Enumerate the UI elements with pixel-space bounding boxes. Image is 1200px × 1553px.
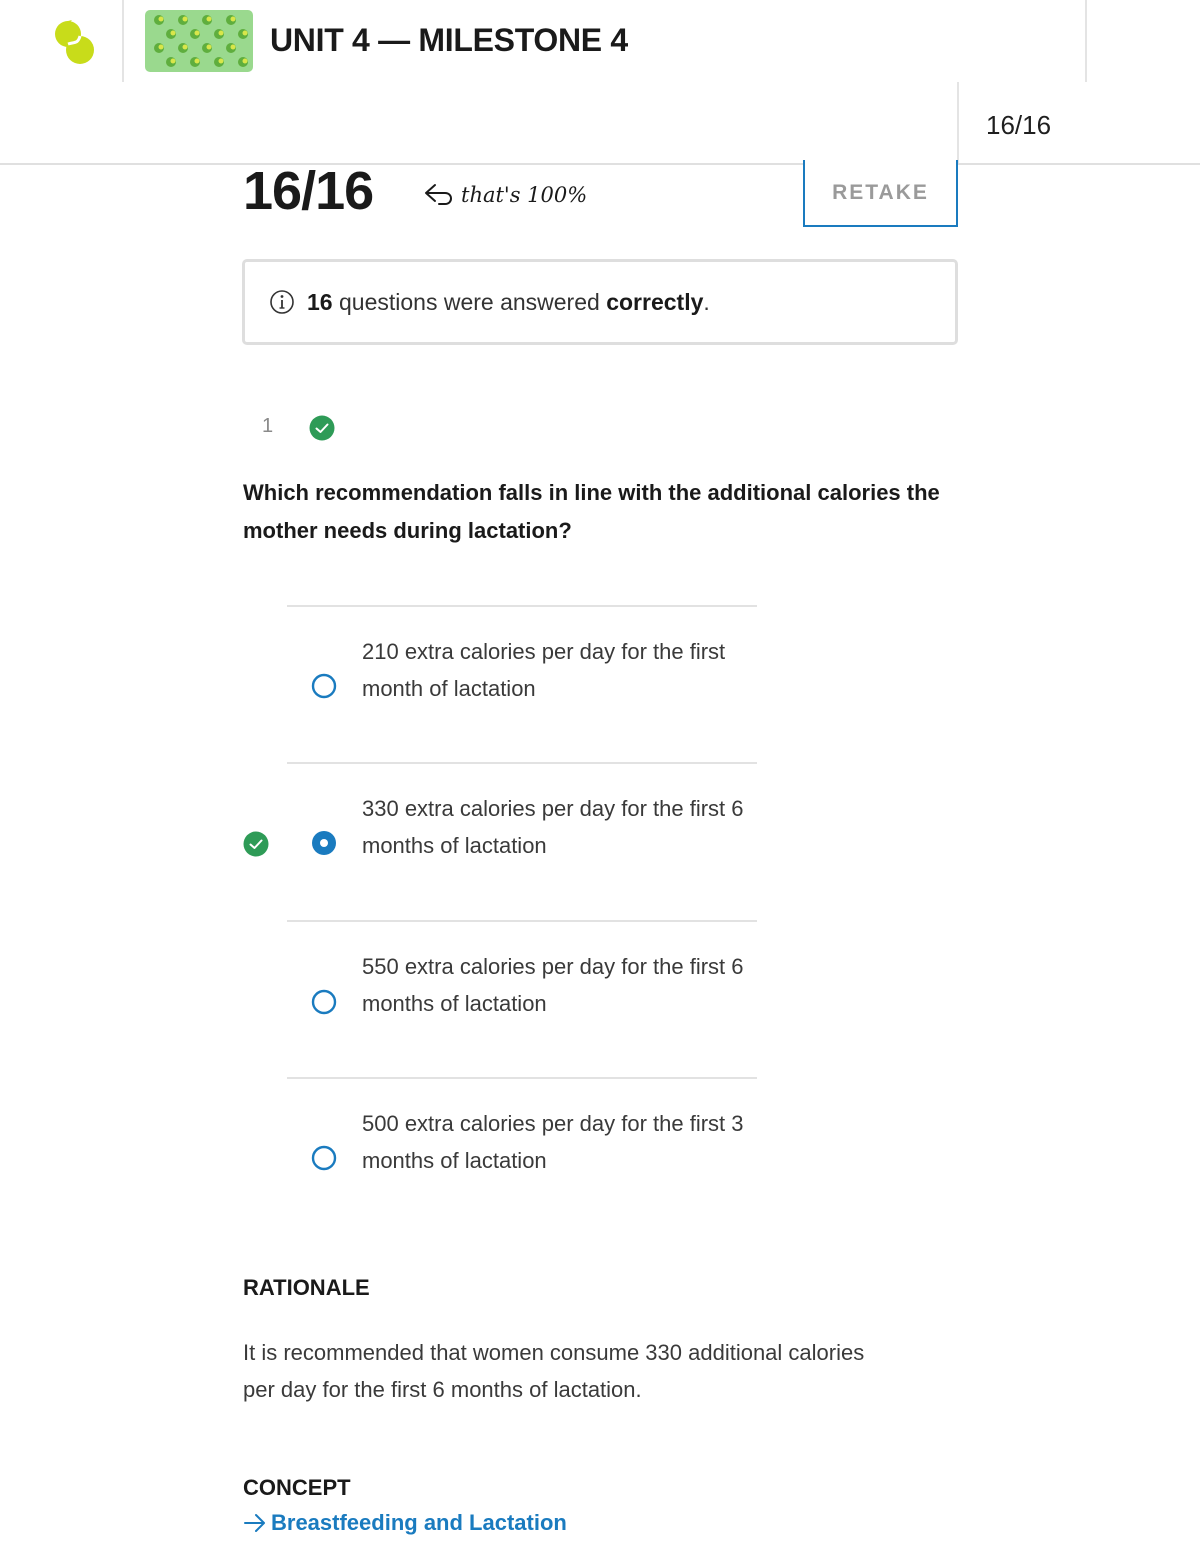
question-number: 1 [262,415,274,437]
option-divider [287,762,757,764]
concept-link-label: Breastfeeding and Lactation [271,1510,567,1535]
frog-pattern-thumbnail [145,10,253,72]
results-info-box [242,259,958,345]
info-icon [269,289,295,315]
correct-count: 16 [307,288,333,315]
info-emphasis: correctly [606,288,704,315]
rationale-text: It is recommended that women consume 330 additional calories per day for the first 6 months of lactation. [243,1340,865,1402]
question-text: Which recommendation falls in line with the additional calories the mother needs during lactation? [243,480,940,543]
arrow-right-icon [243,1512,267,1534]
option-radio-selected[interactable] [311,830,337,861]
subheader-divider [957,82,959,165]
selected-correct-check-icon [243,831,269,862]
option-radio[interactable] [311,1145,337,1176]
option-text: 500 extra calories per day for the first 3 months of lactation [362,1111,744,1173]
concept-link[interactable] [243,1510,567,1536]
rationale-heading: RATIONALE [243,1275,370,1300]
option-radio[interactable] [311,673,337,704]
unit-title: UNIT 4 — MILESTONE 4 [270,22,628,58]
option-text: 330 extra calories per day for the first 6 months of lactation [362,796,744,858]
score-annotation-text: that's 100% [461,183,588,207]
sophia-logo-icon[interactable] [50,14,102,70]
info-middle: questions were answered [332,288,607,315]
score-annotation [423,182,587,208]
retake-button[interactable]: RETAKE [803,160,958,227]
option-radio[interactable] [311,989,337,1020]
option-text: 550 extra calories per day for the first 6 months of lactation [362,954,744,1016]
subheader-border [0,163,1200,165]
info-end: . [703,288,710,315]
header-divider [122,0,124,82]
option-divider [287,920,757,922]
results-info-text [307,289,710,316]
curved-arrow-icon [423,182,457,208]
option-divider [287,1077,757,1079]
score-value: 16/16 [243,161,374,221]
question-correct-check-icon [309,415,335,446]
option-divider [287,605,757,607]
header-score: 16/16 [986,110,1052,140]
header-divider-right [1085,0,1087,82]
option-text: 210 extra calories per day for the first month of lactation [362,639,726,701]
concept-heading: CONCEPT [243,1475,351,1500]
